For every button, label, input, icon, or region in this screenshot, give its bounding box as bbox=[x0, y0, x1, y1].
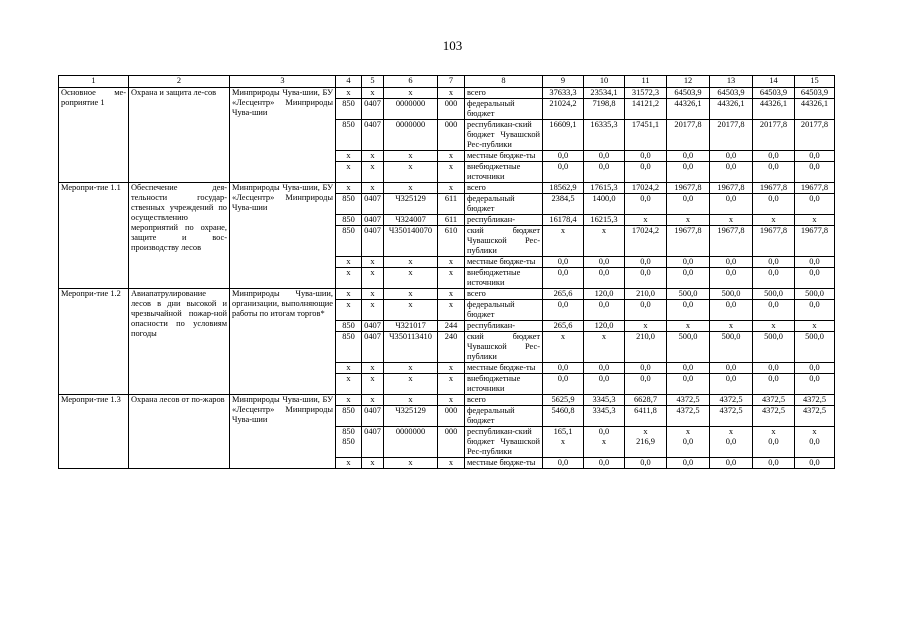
year-value: 6411,8 bbox=[625, 406, 667, 427]
funding-source: федеральный бюджет bbox=[465, 194, 543, 215]
column-number-header: 8 bbox=[465, 76, 543, 88]
year-value: 0,0 bbox=[795, 151, 835, 162]
expense-type-code: x bbox=[438, 458, 465, 469]
year-value: 0,0 bbox=[795, 363, 835, 374]
year-value: 0,0 x bbox=[584, 427, 625, 458]
year-value: x bbox=[625, 215, 667, 226]
grbs-code: 850 bbox=[336, 120, 362, 151]
year-value: 19677,8 bbox=[667, 226, 710, 257]
column-number-header: 13 bbox=[710, 76, 753, 88]
section-code: x bbox=[362, 289, 384, 300]
section-code: x bbox=[362, 162, 384, 183]
section-code: 0407 bbox=[362, 99, 384, 120]
target-article-code: x bbox=[384, 300, 438, 321]
grbs-code: x bbox=[336, 162, 362, 183]
section-code: 0407 bbox=[362, 321, 384, 332]
year-value: x 0,0 bbox=[710, 427, 753, 458]
target-article-code: x bbox=[384, 289, 438, 300]
target-article-code: x bbox=[384, 458, 438, 469]
column-number-header: 3 bbox=[230, 76, 336, 88]
year-value: 500,0 bbox=[667, 289, 710, 300]
year-value: x bbox=[710, 215, 753, 226]
funding-source: внебюджетные источники bbox=[465, 268, 543, 289]
year-value: x bbox=[753, 215, 795, 226]
funding-source: федеральный бюджет bbox=[465, 99, 543, 120]
year-value: 0,0 bbox=[795, 458, 835, 469]
year-value: x bbox=[667, 215, 710, 226]
activity-title: Охрана лесов от по-жаров bbox=[129, 395, 230, 469]
page-number: 103 bbox=[442, 38, 463, 53]
year-value: 265,6 bbox=[543, 321, 584, 332]
year-value: 0,0 bbox=[543, 257, 584, 268]
year-value: x bbox=[543, 332, 584, 363]
target-article-code: x bbox=[384, 395, 438, 406]
table-body bbox=[59, 76, 835, 469]
funding-source: республикан-ский бюджет Чувашской Рес-публики bbox=[465, 427, 543, 458]
year-value: x bbox=[584, 226, 625, 257]
year-value: 0,0 bbox=[710, 162, 753, 183]
year-value: 4372,5 bbox=[710, 395, 753, 406]
year-value: 4372,5 bbox=[667, 406, 710, 427]
funding-source: всего bbox=[465, 88, 543, 99]
year-value: 0,0 bbox=[667, 257, 710, 268]
year-value: 4372,5 bbox=[795, 406, 835, 427]
year-value: 0,0 bbox=[625, 194, 667, 215]
year-value: 165,1 x bbox=[543, 427, 584, 458]
grbs-code: 850 bbox=[336, 226, 362, 257]
activity-name: Меропри-тие 1.2 bbox=[59, 289, 129, 395]
budget-table bbox=[58, 75, 835, 469]
grbs-code: 850 bbox=[336, 194, 362, 215]
year-value: 0,0 bbox=[710, 363, 753, 374]
year-value: 44326,1 bbox=[667, 99, 710, 120]
year-value: 0,0 bbox=[625, 257, 667, 268]
activity-title: Обеспечение дея-тельности государ-ственных учреждений по осуществлению мероприятий по охране, защите и вос-производству лесов bbox=[129, 183, 230, 289]
grbs-code: 850 bbox=[336, 332, 362, 363]
funding-source: местные бюдже-ты bbox=[465, 458, 543, 469]
year-value: 0,0 bbox=[753, 363, 795, 374]
year-value: 19677,8 bbox=[795, 226, 835, 257]
year-value: 0,0 bbox=[753, 257, 795, 268]
expense-type-code: x bbox=[438, 162, 465, 183]
year-value: 0,0 bbox=[625, 458, 667, 469]
funding-source: местные бюдже-ты bbox=[465, 151, 543, 162]
section-code: x bbox=[362, 395, 384, 406]
year-value: x bbox=[625, 321, 667, 332]
year-value: 0,0 bbox=[543, 151, 584, 162]
funding-source: внебюджетные источники bbox=[465, 374, 543, 395]
year-value: 19677,8 bbox=[753, 226, 795, 257]
column-number-header: 10 bbox=[584, 76, 625, 88]
year-value: 37633,3 bbox=[543, 88, 584, 99]
year-value: 7198,8 bbox=[584, 99, 625, 120]
grbs-code: 850 bbox=[336, 406, 362, 427]
funding-source: всего bbox=[465, 395, 543, 406]
year-value: 16178,4 bbox=[543, 215, 584, 226]
year-value: 64503,9 bbox=[667, 88, 710, 99]
year-value: 16335,3 bbox=[584, 120, 625, 151]
funding-source: всего bbox=[465, 289, 543, 300]
column-number-header: 1 bbox=[59, 76, 129, 88]
expense-type-code: x bbox=[438, 151, 465, 162]
year-value: 0,0 bbox=[543, 363, 584, 374]
year-value: 0,0 bbox=[625, 151, 667, 162]
year-value: 19677,8 bbox=[710, 183, 753, 194]
year-value: 5460,8 bbox=[543, 406, 584, 427]
year-value: 0,0 bbox=[625, 363, 667, 374]
year-value: 19677,8 bbox=[667, 183, 710, 194]
year-value: 0,0 bbox=[795, 374, 835, 395]
funding-source: республикан- bbox=[465, 215, 543, 226]
column-number-header: 5 bbox=[362, 76, 384, 88]
grbs-code: x bbox=[336, 395, 362, 406]
year-value: 19677,8 bbox=[753, 183, 795, 194]
year-value: 0,0 bbox=[753, 268, 795, 289]
section-code: x bbox=[362, 257, 384, 268]
activity-title: Охрана и защита ле-сов bbox=[129, 88, 230, 183]
section-code: x bbox=[362, 183, 384, 194]
activity-name: Меропри-тие 1.3 bbox=[59, 395, 129, 469]
grbs-code: x bbox=[336, 268, 362, 289]
year-value: 0,0 bbox=[667, 194, 710, 215]
year-value: 20177,8 bbox=[795, 120, 835, 151]
expense-type-code: 610 bbox=[438, 226, 465, 257]
year-value: 3345,3 bbox=[584, 395, 625, 406]
year-value: 500,0 bbox=[795, 289, 835, 300]
target-article-code: Ч325129 bbox=[384, 194, 438, 215]
year-value: 0,0 bbox=[795, 162, 835, 183]
activity-name: Основное ме-роприятие 1 bbox=[59, 88, 129, 183]
year-value: 0,0 bbox=[584, 363, 625, 374]
funding-source: ский бюджет Чувашской Рес-публики bbox=[465, 226, 543, 257]
year-value: 64503,9 bbox=[753, 88, 795, 99]
year-value: x 0,0 bbox=[795, 427, 835, 458]
section-code: x bbox=[362, 151, 384, 162]
year-value: 0,0 bbox=[625, 268, 667, 289]
target-article-code: x bbox=[384, 151, 438, 162]
column-number-header: 7 bbox=[438, 76, 465, 88]
section-code: 0407 bbox=[362, 226, 384, 257]
year-value: 0,0 bbox=[667, 268, 710, 289]
funding-source: федеральный бюджет bbox=[465, 300, 543, 321]
table-row bbox=[59, 395, 835, 406]
table-row bbox=[59, 183, 835, 194]
activity-name: Меропри-тие 1.1 bbox=[59, 183, 129, 289]
grbs-code: x bbox=[336, 151, 362, 162]
year-value: 19677,8 bbox=[710, 226, 753, 257]
year-value: x bbox=[710, 321, 753, 332]
year-value: 2384,5 bbox=[543, 194, 584, 215]
column-number-header: 14 bbox=[753, 76, 795, 88]
expense-type-code: x bbox=[438, 183, 465, 194]
table-row bbox=[59, 289, 835, 300]
year-value: 0,0 bbox=[543, 162, 584, 183]
funding-source: местные бюдже-ты bbox=[465, 257, 543, 268]
year-value: 20177,8 bbox=[667, 120, 710, 151]
year-value: 0,0 bbox=[667, 162, 710, 183]
year-value: 21024,2 bbox=[543, 99, 584, 120]
grbs-code: x bbox=[336, 183, 362, 194]
year-value: 0,0 bbox=[710, 300, 753, 321]
grbs-code: x bbox=[336, 363, 362, 374]
expense-type-code: 611 bbox=[438, 194, 465, 215]
column-number-header: 9 bbox=[543, 76, 584, 88]
year-value: 500,0 bbox=[795, 332, 835, 363]
year-value: 3345,3 bbox=[584, 406, 625, 427]
activity-executor: Минприроды Чува-шии, БУ «Лесцентр» Минприроды Чува-шии bbox=[230, 183, 336, 289]
target-article-code: x bbox=[384, 162, 438, 183]
expense-type-code: x bbox=[438, 289, 465, 300]
section-code: x bbox=[362, 374, 384, 395]
year-value: 0,0 bbox=[543, 300, 584, 321]
year-value: x 0,0 bbox=[667, 427, 710, 458]
year-value: 0,0 bbox=[753, 194, 795, 215]
section-code: 0407 bbox=[362, 332, 384, 363]
column-number-header: 11 bbox=[625, 76, 667, 88]
target-article-code: 0000000 bbox=[384, 427, 438, 458]
year-value: 0,0 bbox=[753, 458, 795, 469]
year-value: 0,0 bbox=[584, 257, 625, 268]
activity-title: Авиапатрулирование лесов в дни высокой и чрезвычайной пожар-ной опасности по условиям погоды bbox=[129, 289, 230, 395]
section-code: 0407 bbox=[362, 406, 384, 427]
section-code: x bbox=[362, 300, 384, 321]
year-value: 4372,5 bbox=[667, 395, 710, 406]
year-value: 0,0 bbox=[543, 458, 584, 469]
column-number-header: 6 bbox=[384, 76, 438, 88]
year-value: 0,0 bbox=[710, 374, 753, 395]
expense-type-code: x bbox=[438, 395, 465, 406]
section-code: 0407 bbox=[362, 194, 384, 215]
expense-type-code: 000 bbox=[438, 427, 465, 458]
target-article-code: x bbox=[384, 268, 438, 289]
table-row bbox=[59, 88, 835, 99]
year-value: 0,0 bbox=[710, 458, 753, 469]
funding-source: местные бюдже-ты bbox=[465, 363, 543, 374]
year-value: 0,0 bbox=[667, 300, 710, 321]
year-value: 64503,9 bbox=[795, 88, 835, 99]
year-value: x bbox=[795, 215, 835, 226]
grbs-code: x bbox=[336, 257, 362, 268]
year-value: 17615,3 bbox=[584, 183, 625, 194]
grbs-code: 850 bbox=[336, 321, 362, 332]
target-article-code: x bbox=[384, 374, 438, 395]
grbs-code: x bbox=[336, 458, 362, 469]
year-value: 0,0 bbox=[625, 162, 667, 183]
year-value: x 216,9 bbox=[625, 427, 667, 458]
year-value: 0,0 bbox=[667, 151, 710, 162]
year-value: 5625,9 bbox=[543, 395, 584, 406]
year-value: 1400,0 bbox=[584, 194, 625, 215]
activity-executor: Минприроды Чува-шии, БУ «Лесцентр» Минприроды Чува-шии bbox=[230, 88, 336, 183]
grbs-code: 850 bbox=[336, 99, 362, 120]
column-number-header: 12 bbox=[667, 76, 710, 88]
year-value: 31572,3 bbox=[625, 88, 667, 99]
target-article-code: Ч350140070 bbox=[384, 226, 438, 257]
year-value: 17024,2 bbox=[625, 183, 667, 194]
year-value: 0,0 bbox=[710, 151, 753, 162]
year-value: 0,0 bbox=[584, 151, 625, 162]
year-value: 4372,5 bbox=[753, 395, 795, 406]
year-value: 0,0 bbox=[667, 363, 710, 374]
year-value: 0,0 bbox=[753, 300, 795, 321]
year-value: 120,0 bbox=[584, 321, 625, 332]
section-code: x bbox=[362, 88, 384, 99]
year-value: 19677,8 bbox=[795, 183, 835, 194]
expense-type-code: x bbox=[438, 88, 465, 99]
section-code: 0407 bbox=[362, 427, 384, 458]
year-value: x bbox=[543, 226, 584, 257]
expense-type-code: 000 bbox=[438, 99, 465, 120]
year-value: 0,0 bbox=[753, 151, 795, 162]
year-value: 0,0 bbox=[543, 268, 584, 289]
year-value: 500,0 bbox=[753, 289, 795, 300]
funding-source: республикан-ский бюджет Чувашской Рес-публики bbox=[465, 120, 543, 151]
year-value: 16215,3 bbox=[584, 215, 625, 226]
target-article-code: x bbox=[384, 183, 438, 194]
expense-type-code: 240 bbox=[438, 332, 465, 363]
year-value: 18562,9 bbox=[543, 183, 584, 194]
year-value: 0,0 bbox=[667, 374, 710, 395]
year-value: x bbox=[753, 321, 795, 332]
funding-source: всего bbox=[465, 183, 543, 194]
expense-type-code: x bbox=[438, 300, 465, 321]
funding-source: ский бюджет Чувашской Рес-публики bbox=[465, 332, 543, 363]
year-value: 500,0 bbox=[667, 332, 710, 363]
grbs-code: 850 850 bbox=[336, 427, 362, 458]
section-code: x bbox=[362, 363, 384, 374]
year-value: 0,0 bbox=[710, 194, 753, 215]
year-value: 0,0 bbox=[584, 162, 625, 183]
year-value: 0,0 bbox=[543, 374, 584, 395]
grbs-code: x bbox=[336, 300, 362, 321]
year-value: 0,0 bbox=[625, 300, 667, 321]
target-article-code: Ч325129 bbox=[384, 406, 438, 427]
target-article-code: x bbox=[384, 257, 438, 268]
expense-type-code: 611 bbox=[438, 215, 465, 226]
year-value: 210,0 bbox=[625, 332, 667, 363]
column-number-header: 15 bbox=[795, 76, 835, 88]
year-value: 4372,5 bbox=[753, 406, 795, 427]
grbs-code: x bbox=[336, 374, 362, 395]
year-value: 44326,1 bbox=[753, 99, 795, 120]
target-article-code: Ч350113410 bbox=[384, 332, 438, 363]
grbs-code: x bbox=[336, 289, 362, 300]
year-value: 20177,8 bbox=[710, 120, 753, 151]
year-value: 500,0 bbox=[710, 332, 753, 363]
year-value: 0,0 bbox=[625, 374, 667, 395]
year-value: 17024,2 bbox=[625, 226, 667, 257]
year-value: 6628,7 bbox=[625, 395, 667, 406]
year-value: 0,0 bbox=[753, 162, 795, 183]
year-value: 0,0 bbox=[584, 300, 625, 321]
year-value: 14121,2 bbox=[625, 99, 667, 120]
column-number-row bbox=[59, 76, 835, 88]
year-value: 4372,5 bbox=[710, 406, 753, 427]
year-value: 44326,1 bbox=[710, 99, 753, 120]
target-article-code: x bbox=[384, 363, 438, 374]
year-value: 0,0 bbox=[710, 257, 753, 268]
column-number-header: 4 bbox=[336, 76, 362, 88]
year-value: 0,0 bbox=[667, 458, 710, 469]
activity-executor: Минприроды Чува-шии, БУ «Лесцентр» Минприроды Чува-шии bbox=[230, 395, 336, 469]
year-value: 23534,1 bbox=[584, 88, 625, 99]
column-number-header: 2 bbox=[129, 76, 230, 88]
target-article-code: x bbox=[384, 88, 438, 99]
expense-type-code: x bbox=[438, 257, 465, 268]
year-value: 210,0 bbox=[625, 289, 667, 300]
grbs-code: 850 bbox=[336, 215, 362, 226]
year-value: 0,0 bbox=[710, 268, 753, 289]
year-value: 16609,1 bbox=[543, 120, 584, 151]
target-article-code: 0000000 bbox=[384, 99, 438, 120]
year-value: 120,0 bbox=[584, 289, 625, 300]
year-value: 0,0 bbox=[795, 300, 835, 321]
year-value: 0,0 bbox=[795, 194, 835, 215]
year-value: 17451,1 bbox=[625, 120, 667, 151]
expense-type-code: 000 bbox=[438, 406, 465, 427]
year-value: 0,0 bbox=[795, 268, 835, 289]
section-code: 0407 bbox=[362, 215, 384, 226]
year-value: 20177,8 bbox=[753, 120, 795, 151]
year-value: 4372,5 bbox=[795, 395, 835, 406]
section-code: 0407 bbox=[362, 120, 384, 151]
target-article-code: Ч321017 bbox=[384, 321, 438, 332]
year-value: x bbox=[795, 321, 835, 332]
year-value: 500,0 bbox=[710, 289, 753, 300]
grbs-code: x bbox=[336, 88, 362, 99]
section-code: x bbox=[362, 268, 384, 289]
target-article-code: 0000000 bbox=[384, 120, 438, 151]
funding-source: федеральный бюджет bbox=[465, 406, 543, 427]
expense-type-code: x bbox=[438, 374, 465, 395]
year-value: 265,6 bbox=[543, 289, 584, 300]
funding-source: республикан- bbox=[465, 321, 543, 332]
section-code: x bbox=[362, 458, 384, 469]
year-value: 44326,1 bbox=[795, 99, 835, 120]
year-value: 500,0 bbox=[753, 332, 795, 363]
expense-type-code: x bbox=[438, 363, 465, 374]
year-value: 64503,9 bbox=[710, 88, 753, 99]
expense-type-code: x bbox=[438, 268, 465, 289]
expense-type-code: 000 bbox=[438, 120, 465, 151]
year-value: 0,0 bbox=[584, 458, 625, 469]
year-value: 0,0 bbox=[753, 374, 795, 395]
year-value: 0,0 bbox=[584, 268, 625, 289]
year-value: x bbox=[667, 321, 710, 332]
funding-source: внебюджетные источники bbox=[465, 162, 543, 183]
expense-type-code: 244 bbox=[438, 321, 465, 332]
year-value: x 0,0 bbox=[753, 427, 795, 458]
year-value: x bbox=[584, 332, 625, 363]
year-value: 0,0 bbox=[584, 374, 625, 395]
year-value: 0,0 bbox=[795, 257, 835, 268]
activity-executor: Минприроды Чува-шии, организации, выполняющие работы по итогам торгов* bbox=[230, 289, 336, 395]
target-article-code: Ч324007 bbox=[384, 215, 438, 226]
